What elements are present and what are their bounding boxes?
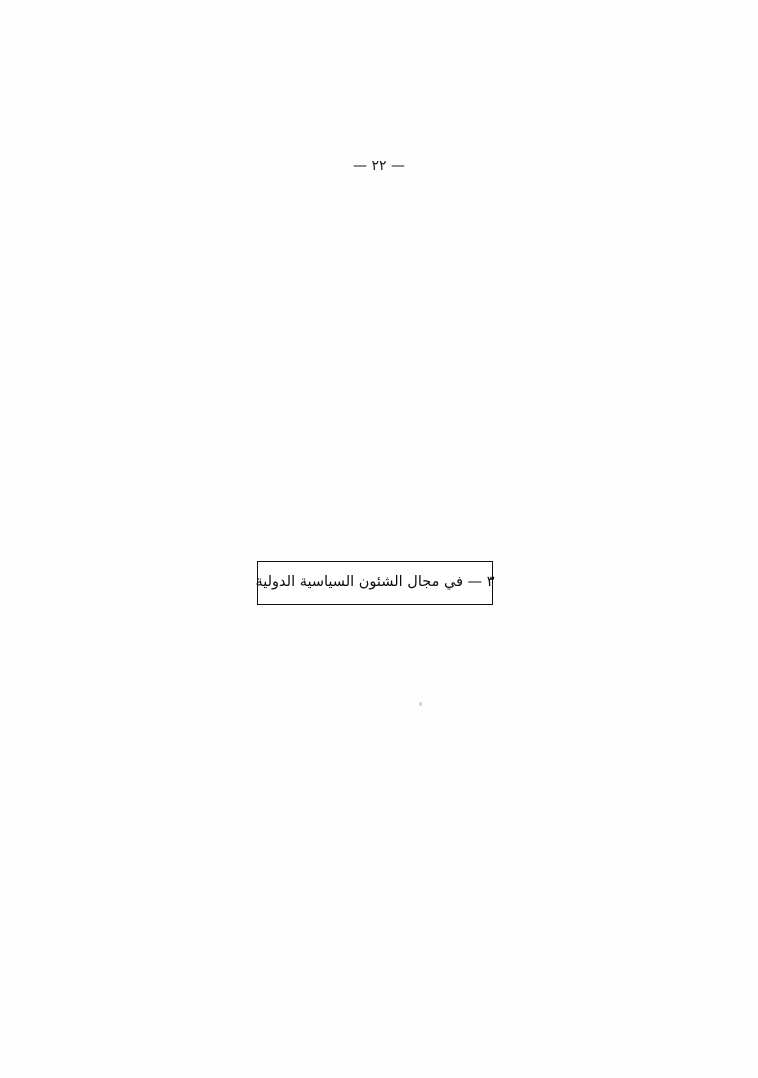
- scan-artifact-speck: [419, 702, 422, 706]
- section-heading-box: [257, 561, 493, 605]
- section-heading-text: ٣ — في مجال الشئون السياسية الدولية: [255, 574, 495, 591]
- page-number: — ٢٢ —: [353, 158, 405, 174]
